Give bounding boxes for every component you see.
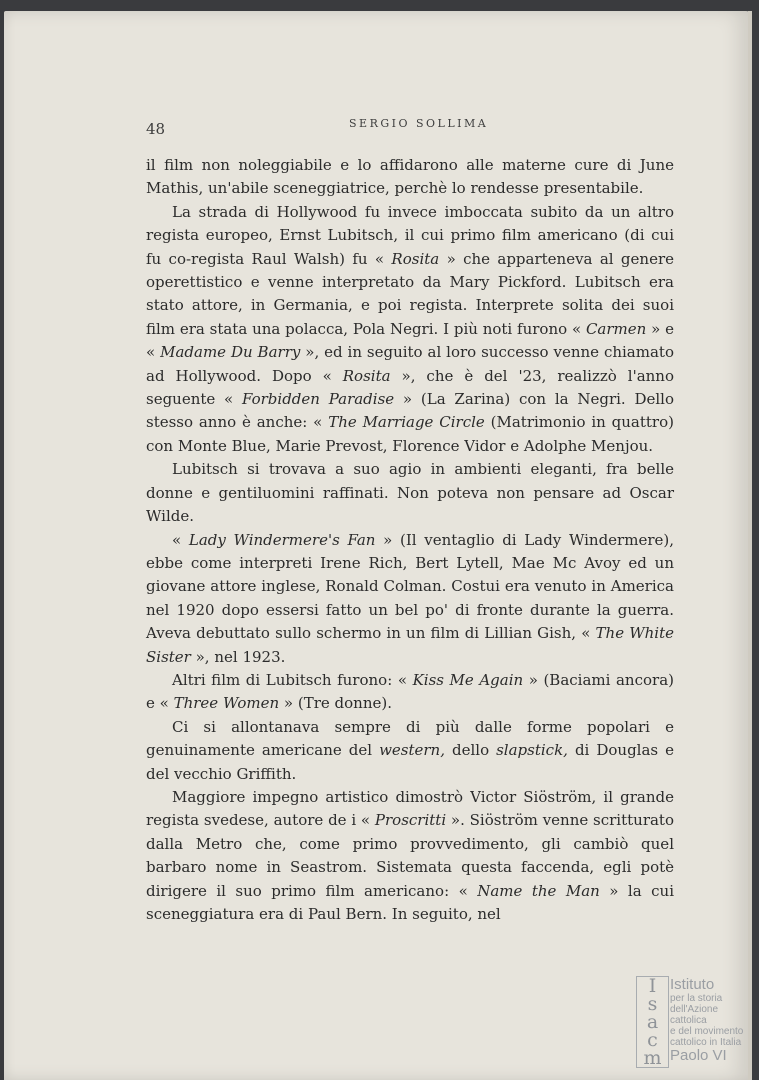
- watermark-institute-name: [670, 977, 754, 1064]
- watermark-line: dell'Azione cattolica: [670, 1004, 719, 1026]
- italic-title: Rosita: [342, 366, 391, 385]
- page-edge: [748, 11, 752, 1080]
- monogram-letter: s: [647, 993, 658, 1015]
- watermark-line: per la storia: [670, 993, 723, 1004]
- italic-title: Three Women: [173, 694, 280, 713]
- page-number: 48: [146, 120, 166, 138]
- text-run: «: [172, 530, 189, 549]
- italic-title: slapstick,: [496, 741, 568, 760]
- text-run: di Douglas e del vecchio Griffith.: [146, 741, 674, 783]
- text-run: ». Siöström venne scritturato dalla Metro che, come primo provvedimento, gli cambiò quel barbaro nome in Seastrom. Sistemata questa faccenda, egli potè dirigere il suo primo film americano: «: [146, 811, 674, 900]
- text-run: Lubitsch si trovava a suo agio in ambienti eleganti, fra belle donne e gentiluomini raffinati. Non poteva non pensare ad Oscar Wilde.: [146, 460, 674, 526]
- text-run: Ci si allontanava sempre di più dalle forme popolari e genuinamente americane del: [146, 717, 674, 760]
- text-run: Maggiore impegno artistico dimostrò Victor Siöström, il grande regista svedese, autore de i «: [146, 787, 674, 830]
- running-head: [0, 117, 759, 137]
- watermark-line: Paolo VI: [670, 1047, 727, 1064]
- paragraph: [146, 458, 674, 528]
- text-run: » la cui sceneggiatura era di Paul Bern. In seguito, nel: [146, 881, 674, 923]
- body-text: [146, 154, 674, 926]
- paragraph: [146, 786, 674, 926]
- italic-title: Lady Windermere's Fan: [188, 530, 376, 549]
- text-run: » che apparteneva al genere operettistico e venne interpretato da Mary Pickford. Lubitsch era stato attore, in Germania, e poi regista. Interprete solita dei suoi film era stata una polacca, Pola Negri. I più noti furono «: [146, 249, 674, 338]
- text-run: » (La Zarina) con la Negri. Dello stesso anno è anche: «: [146, 390, 674, 432]
- text-run: », nel 1923.: [190, 647, 286, 666]
- text-run: (Matrimonio in quattro) con Monte Blue, Marie Prevost, Florence Vidor e Adolphe Menjou.: [146, 413, 674, 455]
- paragraph: [146, 201, 674, 458]
- italic-title: Madame Du Barry: [160, 343, 301, 362]
- watermark-monogram: [636, 976, 669, 1068]
- text-run: », ed in seguito al loro successo venne chiamato ad Hollywood. Dopo «: [146, 343, 674, 385]
- monogram-letter: I: [648, 975, 657, 997]
- italic-title: The Marriage Circle: [328, 413, 485, 432]
- text-run: il film non noleggiabile e lo affidarono alle materne cure di June Mathis, un'abile sceneggiatrice, perchè lo rendesse presentabile.: [146, 156, 674, 198]
- paragraph: [146, 716, 674, 786]
- italic-title: Rosita: [391, 249, 440, 268]
- italic-title: Proscritti: [374, 811, 447, 830]
- monogram-letter: m: [643, 1047, 662, 1069]
- italic-title: Forbidden Paradise: [242, 390, 395, 409]
- paragraph: [146, 154, 674, 201]
- italic-title: Carmen: [585, 319, 647, 338]
- italic-title: The White Sister: [146, 624, 675, 666]
- text-run: », che è del '23, realizzò l'anno seguente «: [146, 366, 674, 409]
- paragraph: [146, 529, 674, 669]
- text-run: » (Baciami ancora) e «: [146, 670, 674, 713]
- text-run: » e «: [146, 319, 674, 362]
- paragraph: [146, 669, 674, 716]
- text-run: » (Il ventaglio di Lady Windermere), ebbe come interpreti Irene Rich, Bert Lytell, Mae Mc Avoy ed un giovane attore inglese, Ronald Colman. Costui era venuto in America nel 1920 dopo essersi fatto un bel po' di fronte durante la guerra. Aveva debuttato sullo schermo in un film di Lillian Gish, «: [146, 530, 674, 643]
- italic-title: Kiss Me Again: [412, 670, 524, 689]
- watermark-line: Istituto: [670, 976, 715, 993]
- monogram-letter: a: [646, 1011, 659, 1033]
- author-running-head: SERGIO SOLLIMA: [349, 117, 489, 130]
- italic-title: western,: [379, 741, 445, 760]
- monogram-letter: c: [647, 1029, 658, 1051]
- watermark-line: e del movimento: [670, 1026, 744, 1037]
- text-run: Altri film di Lubitsch furono: «: [172, 670, 413, 689]
- text-run: » (Tre donne).: [279, 694, 392, 713]
- institute-watermark-logo: [636, 976, 754, 1068]
- italic-title: Name the Man: [477, 881, 600, 900]
- text-run: La strada di Hollywood fu invece imboccata subito da un altro regista europeo, Ernst Lubitsch, il cui primo film americano (di cui fu co-regista Raul Walsh) fu «: [146, 202, 674, 268]
- text-run: dello: [444, 741, 497, 760]
- watermark-line: cattolico in Italia: [670, 1037, 742, 1048]
